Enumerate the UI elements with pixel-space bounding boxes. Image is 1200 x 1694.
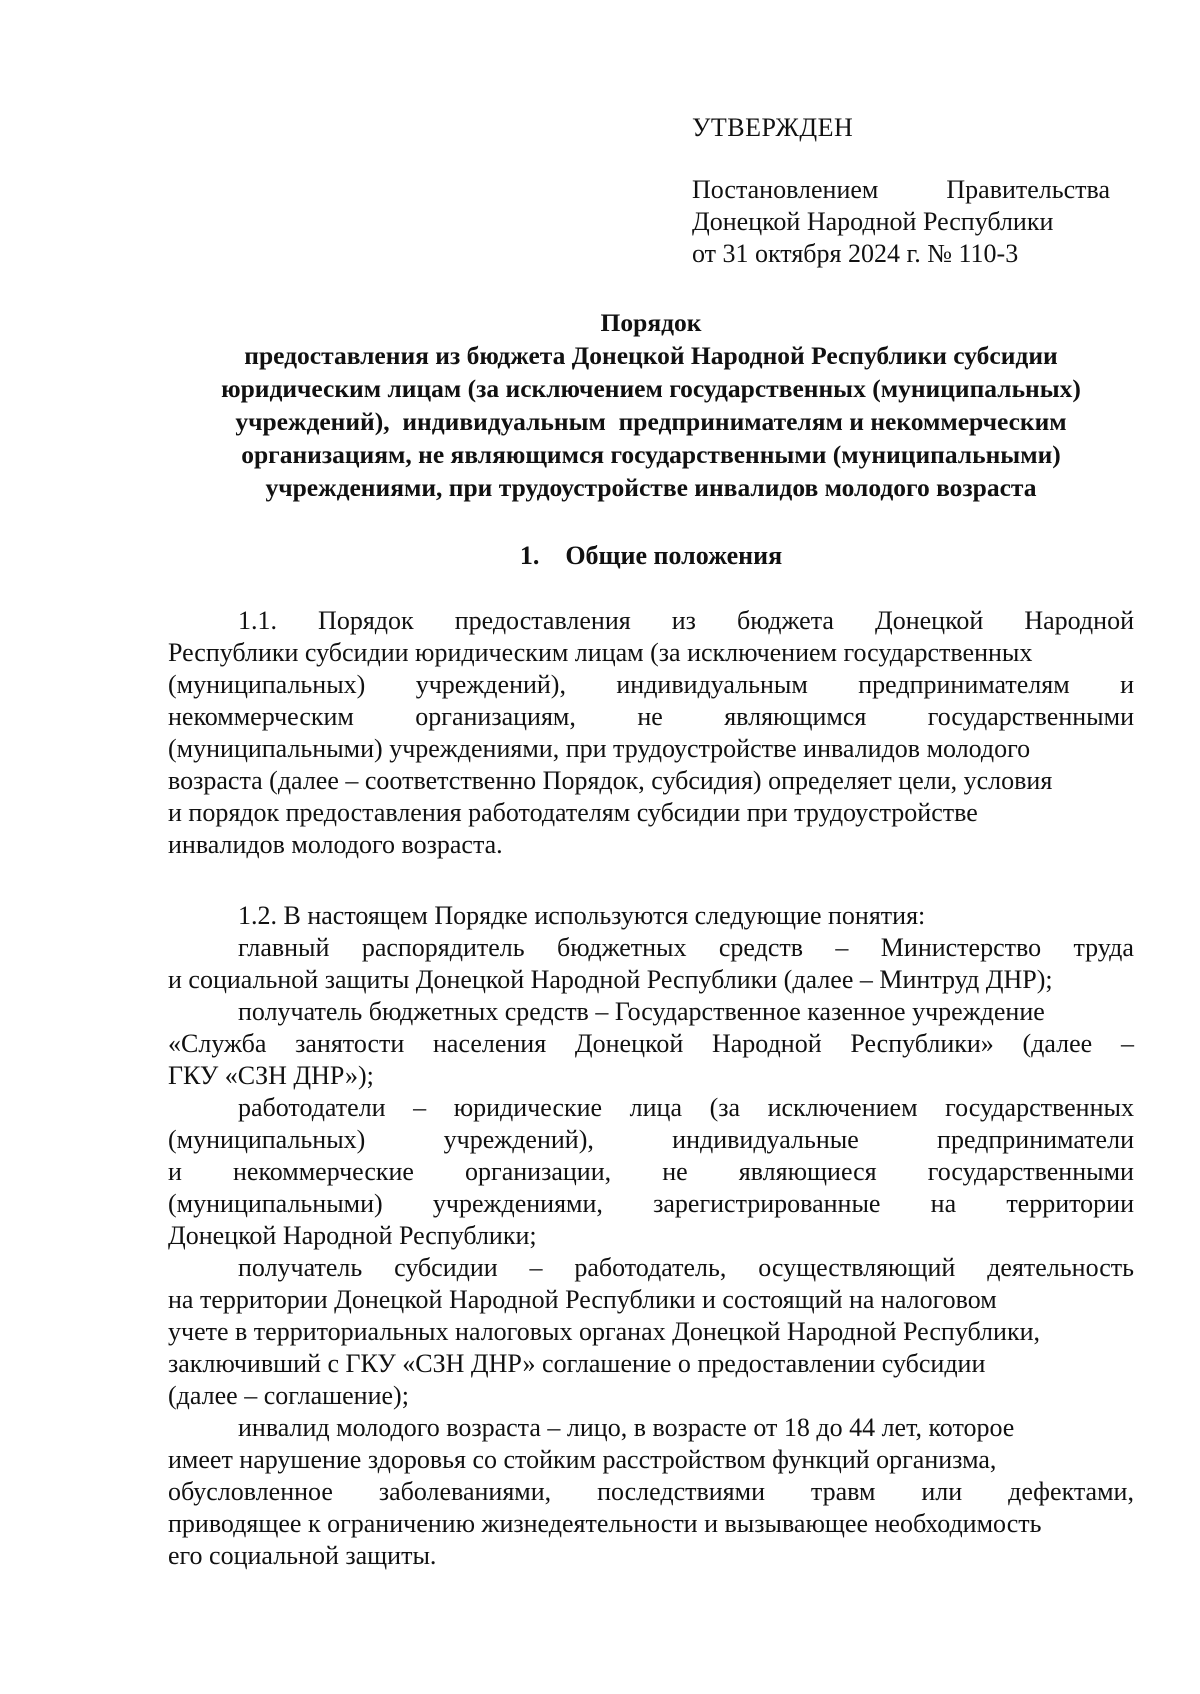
word: предоставления — [454, 606, 631, 635]
p11-line-3 — [168, 669, 1134, 701]
approval-line-2: Донецкой Народной Республики — [692, 207, 1054, 236]
word: работодатель, — [574, 1253, 727, 1282]
word: Порядок — [318, 606, 414, 635]
word: занятости — [295, 1029, 405, 1058]
section-number: 1. — [519, 541, 540, 570]
def3-line-4 — [168, 1188, 1134, 1220]
word: являющиеся — [738, 1157, 877, 1186]
title-line-2: юридическим лицам (за исключением государственных (муниципальных) — [221, 374, 1081, 403]
def2-line-2 — [168, 1028, 1134, 1060]
word: и — [1120, 670, 1134, 699]
word: учреждениями, — [432, 1189, 603, 1218]
p11-line-6: возраста (далее – соответственно Порядок, субсидия) определяет цели, условия — [168, 766, 1053, 795]
def5-line-4: приводящее к ограничению жизнедеятельности и вызывающее необходимость — [168, 1509, 1042, 1538]
word: травм — [810, 1477, 876, 1506]
word: Народной — [1024, 606, 1134, 635]
paragraph-1-2 — [168, 900, 1134, 1572]
word: (далее — [1022, 1029, 1093, 1058]
word: предпринимателям — [858, 670, 1070, 699]
word: населения — [433, 1029, 547, 1058]
approval-line-1 — [692, 174, 1110, 206]
word: территории — [1006, 1189, 1134, 1218]
word: учреждений), — [415, 670, 566, 699]
word: не — [637, 702, 663, 731]
word: обусловленное — [168, 1477, 333, 1506]
word: (муниципальными) — [168, 1189, 383, 1218]
p11-line-4 — [168, 701, 1134, 733]
word: (за — [709, 1093, 741, 1122]
p11-line-5: (муниципальными) учреждениями, при трудоустройстве инвалидов молодого — [168, 734, 1031, 763]
def5-line-1: инвалид молодого возраста – лицо, в возрасте от 18 до 44 лет, которое — [238, 1413, 1015, 1442]
word: государственными — [927, 702, 1134, 731]
word: некоммерческие — [233, 1157, 414, 1186]
def3-line-5: Донецкой Народной Республики; — [168, 1221, 537, 1250]
def4-line-1 — [168, 1252, 1134, 1284]
word: не — [662, 1157, 688, 1186]
def4-line-4: заключивший с ГКУ «СЗН ДНР» соглашение о предоставлении субсидии — [168, 1349, 986, 1378]
word: лица — [629, 1093, 682, 1122]
word: Донецкой — [574, 1029, 684, 1058]
word: бюджета — [736, 606, 834, 635]
word: государственных — [945, 1093, 1134, 1122]
title-line-4: организациям, не являющимся государственными (муниципальными) — [241, 440, 1061, 469]
word: – — [1120, 1029, 1134, 1058]
word: юридические — [453, 1093, 603, 1122]
def1-line-1 — [168, 932, 1134, 964]
word: или — [921, 1477, 963, 1506]
word: Донецкой — [874, 606, 984, 635]
word: – — [835, 933, 849, 962]
paragraph-1-1 — [168, 605, 1134, 861]
word: Министерство — [880, 933, 1042, 962]
word: (муниципальных) — [168, 1125, 366, 1154]
def4-line-3: учете в территориальных налоговых органах Донецкой Народной Республики, — [168, 1317, 1040, 1346]
word: бюджетных — [557, 933, 687, 962]
p11-line-8: инвалидов молодого возраста. — [168, 830, 503, 859]
def2-line-1: получатель бюджетных средств – Государственное казенное учреждение — [238, 997, 1045, 1026]
word: получатель — [238, 1253, 363, 1282]
word: Республики» — [850, 1029, 994, 1058]
approval-line-1-b: Правительства — [946, 175, 1110, 204]
word: из — [671, 606, 696, 635]
word: исключением — [767, 1093, 918, 1122]
section-label: Общие положения — [565, 541, 783, 570]
title-line-5: учреждениями, при трудоустройстве инвалидов молодого возраста — [265, 473, 1037, 502]
p12-intro: 1.2. В настоящем Порядке используются следующие понятия: — [238, 901, 926, 930]
word: деятельность — [987, 1253, 1134, 1282]
word: государственными — [927, 1157, 1134, 1186]
word: индивидуальным — [616, 670, 808, 699]
def2-line-3: ГКУ «СЗН ДНР»); — [168, 1061, 374, 1090]
section-heading — [168, 540, 1134, 572]
word: некоммерческим — [168, 702, 354, 731]
word: заболеваниями, — [378, 1477, 552, 1506]
p11-line-7: и порядок предоставления работодателям субсидии при трудоустройстве — [168, 798, 978, 827]
word: (муниципальных) — [168, 670, 366, 699]
word: субсидии — [394, 1253, 498, 1282]
word: зарегистрированные — [653, 1189, 881, 1218]
word: на — [930, 1189, 957, 1218]
def3-line-1 — [168, 1092, 1134, 1124]
p11-line-1 — [168, 605, 1134, 637]
title-heading: Порядок — [600, 308, 702, 337]
approved-heading: УТВЕРЖДЕН — [692, 113, 854, 142]
word: и — [168, 1157, 182, 1186]
word: главный — [238, 933, 330, 962]
word: организациям, — [415, 702, 576, 731]
def3-line-3 — [168, 1156, 1134, 1188]
word: 1.1. — [238, 606, 277, 635]
def5-line-5: его социальной защиты. — [168, 1541, 437, 1570]
word: организации, — [465, 1157, 612, 1186]
def5-line-2: имеет нарушение здоровья со стойким расстройством функций организма, — [168, 1445, 997, 1474]
word: учреждений), — [443, 1125, 594, 1154]
word: индивидуальные — [672, 1125, 859, 1154]
word: предприниматели — [937, 1125, 1134, 1154]
approval-line-3: от 31 октября 2024 г. № 110-3 — [692, 239, 1019, 268]
word: средств — [718, 933, 804, 962]
p11-line-2: Республики субсидии юридическим лицам (за исключением государственных — [168, 638, 1033, 667]
word: распорядитель — [361, 933, 525, 962]
word: дефектами, — [1008, 1477, 1134, 1506]
word: «Служба — [168, 1029, 267, 1058]
document-title — [168, 306, 1134, 504]
word: – — [529, 1253, 543, 1282]
title-line-3: учреждений), индивидуальным предпринимателям и некоммерческим — [235, 407, 1067, 436]
def4-line-5: (далее – соглашение); — [168, 1381, 409, 1410]
def4-line-2: на территории Донецкой Народной Республики и состоящий на налоговом — [168, 1285, 997, 1314]
word: последствиями — [597, 1477, 765, 1506]
title-line-1: предоставления из бюджета Донецкой Народной Республики субсидии — [244, 341, 1058, 370]
def3-line-2 — [168, 1124, 1134, 1156]
word: осуществляющий — [758, 1253, 956, 1282]
def5-line-3 — [168, 1476, 1134, 1508]
approval-line-1-a: Постановлением — [692, 175, 879, 204]
word: – — [413, 1093, 427, 1122]
word: Народной — [711, 1029, 822, 1058]
def1-line-2: и социальной защиты Донецкой Народной Республики (далее – Минтруд ДНР); — [168, 965, 1053, 994]
word: труда — [1073, 933, 1134, 962]
approval-block — [692, 112, 1122, 270]
word: являющимся — [724, 702, 867, 731]
word: работодатели — [238, 1093, 386, 1122]
